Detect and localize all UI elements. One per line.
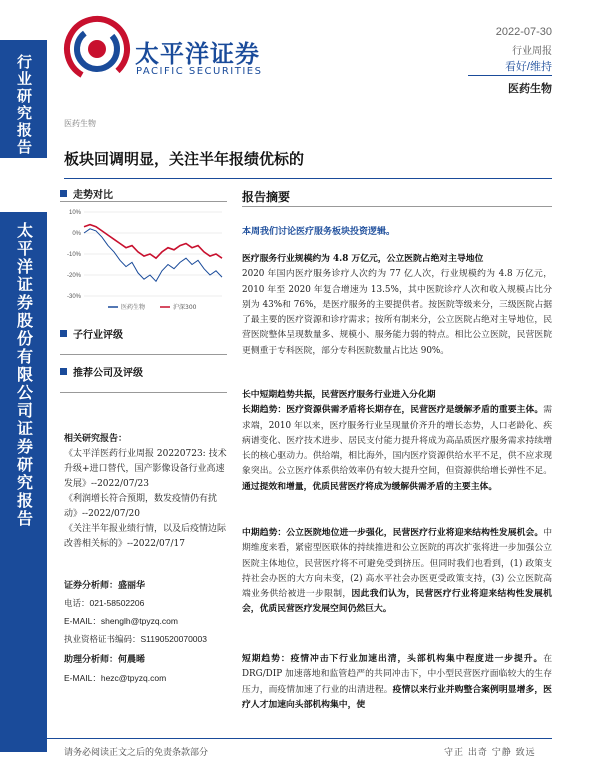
summary-intro: 本周我们讨论医疗服务板块投资逻辑。 [242, 227, 396, 237]
sidebar-bottom-text: 太平洋证券股份有限公司证券研究报告 [14, 222, 34, 528]
summary-paragraph-3 [242, 526, 552, 618]
paragraph-4-body: 在 DRG/DIP 加速落地和监管趋严的共同冲击下，中小型民营医疗面临较大的生存压力，而疫情加速了行业的出清进程。 [242, 654, 552, 695]
section-recommended-companies: 推荐公司及评级 [60, 364, 143, 379]
square-bullet-icon [60, 368, 67, 375]
paragraph-2-lead: 长期趋势：医疗资源供需矛盾将长期存在，民营医疗是缓解矛盾的重要主体。 [242, 405, 544, 416]
paragraph-2-tail: 通过提效和增量，优质民营医疗将成为缓解供需矛盾的主要主体。 [242, 481, 498, 492]
section-trend-comparison: 走势对比 [60, 186, 113, 201]
chart-legend-label: 沪深300 [173, 304, 197, 311]
chart-legend-label: 医药生物 [121, 304, 146, 311]
analyst-license: 执业资格证书编码：S1190520070003 [64, 634, 207, 644]
square-bullet-icon [60, 330, 67, 337]
analyst-name: 盛丽华 [118, 581, 146, 591]
paragraph-4-tail: 疫情以来行业并购整合案例明显增多，医疗人才加速向头部机构集中，使 [242, 684, 552, 710]
industry-rating: 看好/维持 [504, 61, 552, 73]
paragraph-2-body: 需求端，2010 年以来，医疗服务行业呈现量价齐升的增长态势，人口老龄化、疾病谱变化、医疗技术进步、居民支付能力提升将成为高品质医疗服务需求持续增长的核心驱动力。供给端，相比海外，国内医疗资源供给水平不足，供不应求现象突出。公立医疗体系供给效率仍有较大提升空间，但资源供给增长弹性不足。 [242, 405, 552, 477]
paragraph-1-heading: 医疗服务行业规模约为 4.8 万亿元，公立医院占绝对主导地位 [242, 254, 484, 264]
square-bullet-icon [60, 190, 67, 197]
sidebar-company-label [0, 212, 47, 752]
chart-y-tick-label: 10% [68, 210, 81, 216]
summary-divider [242, 206, 552, 207]
chart-y-tick-label: -20% [66, 273, 81, 279]
chart-y-tick-label: 0% [72, 231, 81, 237]
sidebar-report-label [0, 40, 47, 158]
related-report-2[interactable]: 《利润增长符合预期，数发疫情仍有扰动》--2022/07/20 [64, 494, 218, 519]
sidebar-top-text: 行业研究报告 [15, 54, 33, 156]
paragraph-2-heading: 长中短期趋势共振，民营医疗服务行业进入分化期 [242, 390, 436, 400]
brand-name-en: PACIFIC SECURITIES [136, 66, 263, 77]
summary-paragraph-4 [242, 652, 552, 713]
related-reports [64, 432, 228, 552]
section-subindustry-rating: 子行业评级 [60, 326, 123, 341]
related-report-3[interactable]: 《关注半年报业绩行情，以及后疫情边际改善相关标的》--2022/07/17 [64, 524, 227, 549]
related-reports-label: 相关研究报告： [64, 434, 128, 444]
section-divider [60, 354, 227, 355]
section-divider [60, 201, 227, 202]
disclaimer-note: 请务必阅读正文之后的免责条款部分 [64, 748, 209, 758]
footer-divider [0, 738, 552, 739]
analyst-email[interactable]: E-MAIL：shenglh@tpyzq.com [64, 616, 178, 626]
category-label: 医药生物 [64, 119, 96, 128]
related-report-1[interactable]: 《太平洋医药行业周报 20220723: 技术升级+进口替代，国产影像设备行业高速发展》--2022/07/23 [64, 449, 227, 489]
trend-comparison-chart [60, 206, 227, 314]
section-divider [60, 392, 227, 393]
title-divider [64, 178, 552, 179]
report-date: 2022-07-30 [495, 26, 552, 38]
chart-y-tick-label: -10% [66, 252, 81, 258]
assistant-name: 何晨晞 [118, 655, 146, 665]
assistant-email[interactable]: E-MAIL：hezc@tpyzq.com [64, 673, 167, 683]
summary-heading: 报告摘要 [242, 190, 291, 204]
paragraph-3-body: 中期维度来看，紧密型医联体的持续推进和公立医院的再次扩张将进一步加强公立医院主体地位，民营医疗将不可避免受到挤压。但同时我们也看到，(1) 政策支持社会办医的大方向未变，(2) 高水平社会办医更受政策支持，(3) 公立医院高端业务供给被进一步限制， [242, 528, 552, 600]
company-logo-icon [62, 14, 132, 84]
analyst-line: 证券分析师：盛丽华 [64, 581, 146, 591]
paragraph-3-tail: 因此我们认为，民营医疗行业将迎来结构性发展机会，优质民营医疗发展空间仍然巨大。 [242, 589, 552, 615]
chart-series-line-0 [84, 229, 222, 281]
report-type: 行业周报 [512, 46, 552, 57]
chart-y-tick-label: -30% [66, 294, 81, 300]
assistant-line: 助理分析师：何晨晞 [64, 655, 146, 665]
header-divider [468, 75, 552, 76]
summary-paragraph-2 [242, 388, 552, 495]
paragraph-4-lead: 短期趋势：疫情冲击下行业加速出清，头部机构集中程度进一步提升。 [242, 654, 544, 664]
brand-name-cn: 太平洋证券 [135, 40, 260, 68]
analyst-phone: 电话：021-58502206 [64, 598, 145, 608]
company-motto: 守正 出奇 宁静 致远 [444, 748, 536, 758]
summary-paragraph-1 [242, 252, 552, 359]
paragraph-3-lead: 中期趋势：公立医院地位进一步强化，民营医疗行业将迎来结构性发展机会。 [242, 528, 544, 538]
report-sector: 医药生物 [508, 83, 552, 95]
report-title: 板块回调明显，关注半年报绩优标的 [64, 150, 305, 168]
paragraph-1-body: 2020 年国内医疗服务诊疗人次约为 77 亿人次，行业规模约为 4.8 万亿元，2010 年至 2020 年复合增速为 13.5%，其中医院诊疗人次和收入规模占比分别为 43%和 76%，是医疗服务的主要提供者。按医院等级来分，三级医院占据了最主要的医疗资源和诊疗需求；按所有制来分，公立医院占绝对主导地位，民营医院整体呈现数量多、规模小、服务能力弱的特点。相比公立医院，民营医院更侧重于专科医院，部分专科医院数量占比达 90%。 [242, 269, 552, 356]
